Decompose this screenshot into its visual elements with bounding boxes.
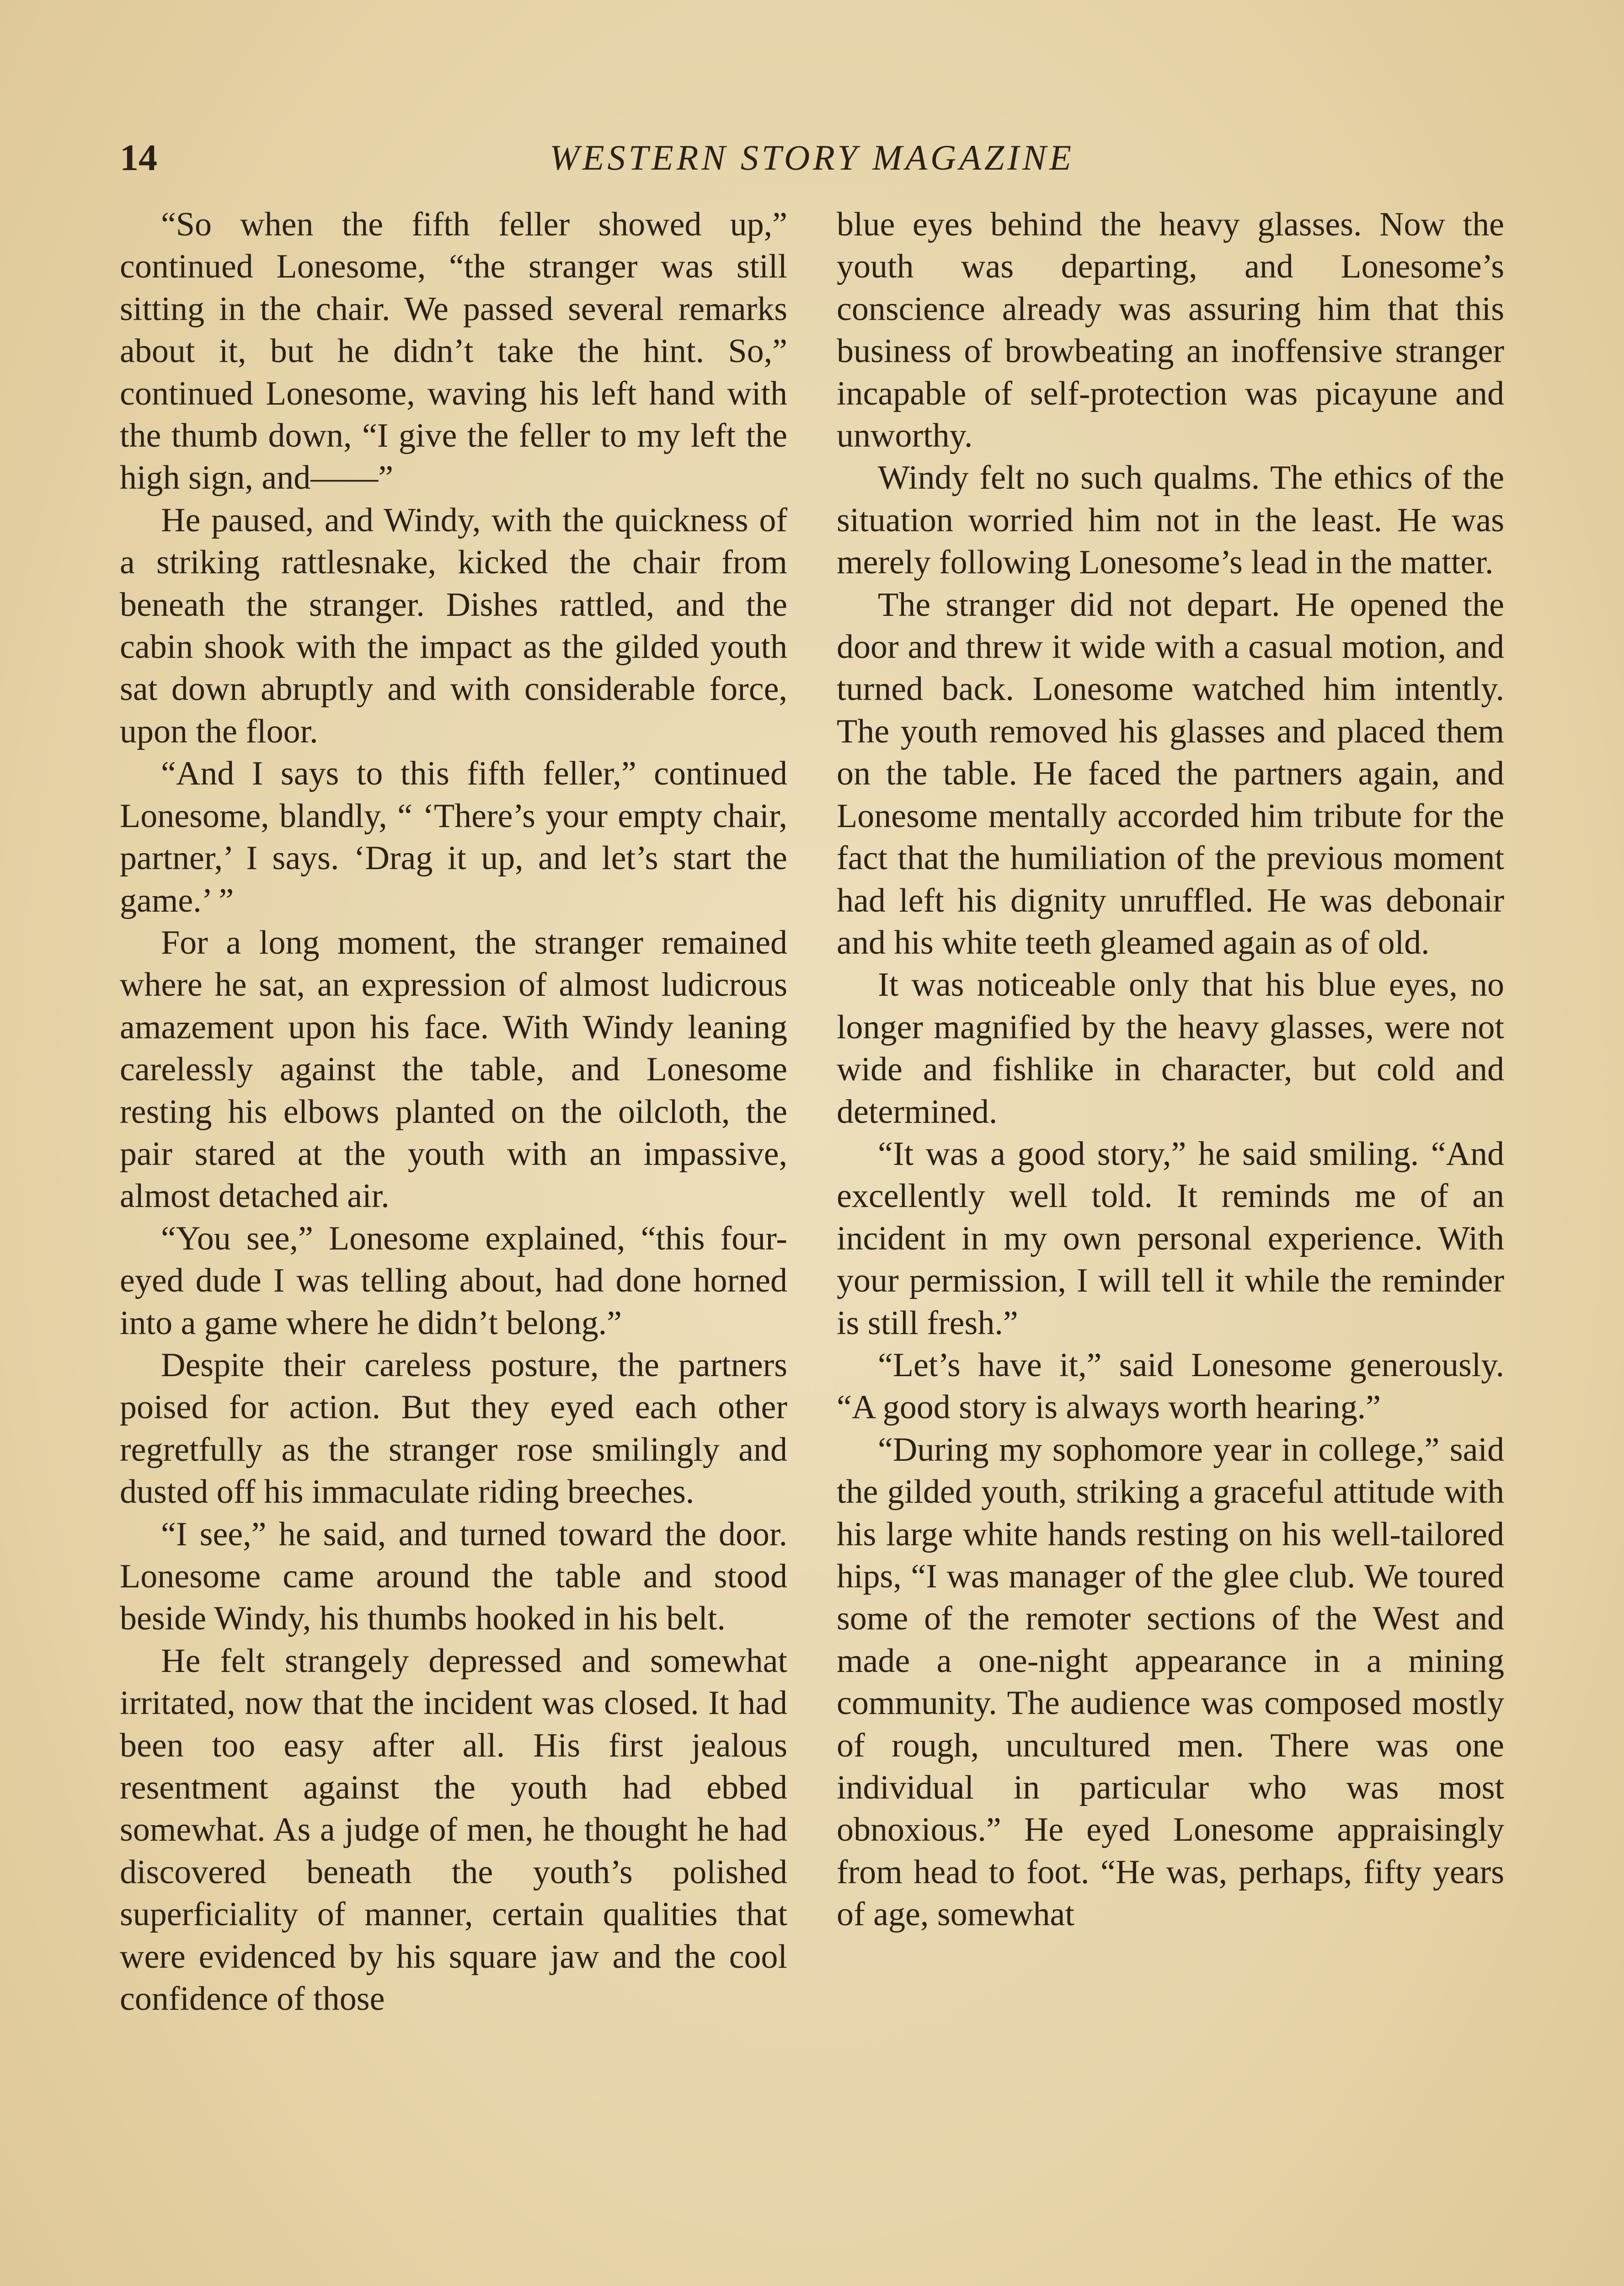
page-header — [120, 123, 1504, 192]
paragraph: He felt strangely depressed and somewhat irritated, now that the incident was closed. It had been too easy after all. His first jealous resentment against the youth had ebbed somewhat. As a judge of men, he thought he had discovered beneath the youth’s polished superficiality of manner, certain qualities that were evidenced by his square jaw and the cool confidence of those — [120, 1642, 787, 2018]
paragraph: Despite their careless posture, the partners poised for action. But they eyed each other regretfully as the stranger rose smilingly and dusted off his immaculate riding breeches. — [120, 1346, 787, 1511]
page-number: 14 — [120, 137, 157, 178]
paragraph: “And I says to this fifth feller,” continued Lonesome, blandly, “ ‘There’s your empty chair, partner,’ I says. ‘Drag it up, and let’s start the game.’ ” — [120, 755, 787, 919]
paragraph: “So when the fifth feller showed up,” continued Lonesome, “the stranger was still sitting in the chair. We passed several remarks about it, but he didn’t take the hint. So,” continued Lonesome, waving his left hand with the thumb down, “I give the feller to my left the high sign, and——” — [120, 206, 787, 497]
paragraph: It was noticeable only that his blue eyes, no longer magnified by the heavy glasses, were not wide and fishlike in character, but cold and determined. — [837, 966, 1504, 1131]
paragraph: “During my sophomore year in college,” said the gilded youth, striking a graceful attitude with his large white hands resting on his well-tailored hips, “I was manager of the glee club. We toured some of the remoter sections of the West and made a one-night appearance in a mining community. The audience was composed mostly of rough, uncultured men. There was one individual in particular who was most obnoxious.” He eyed Lonesome appraisingly from head to foot. “He was, perhaps, fifty years of age, somewhat — [837, 1431, 1504, 1933]
text-columns — [120, 203, 1504, 2286]
paragraph: “I see,” he said, and turned toward the door. Lonesome came around the table and stood beside Windy, his thumbs hooked in his belt. — [120, 1515, 787, 1638]
paragraph: “It was a good story,” he said smiling. “And excellently well told. It reminds me of an incident in my own personal experience. With your permission, I will tell it while the reminder is still fresh.” — [837, 1135, 1504, 1342]
right-column — [837, 203, 1504, 2286]
paragraph: Windy felt no such qualms. The ethics of the situation worried him not in the least. He was merely following Lonesome’s lead in the matter. — [837, 459, 1504, 582]
running-title: WESTERN STORY MAGAZINE — [550, 138, 1074, 177]
paragraph: “You see,” Lonesome explained, “this four-eyed dude I was telling about, had done horned into a game where he didn’t belong.” — [120, 1219, 787, 1342]
paragraph: For a long moment, the stranger remained where he sat, an expression of almost ludicrous amazement upon his face. With Windy leaning carelessly against the table, and Lonesome resting his elbows planted on the oilcloth, the pair stared at the youth with an impassive, almost detached air. — [120, 924, 787, 1215]
left-column — [120, 203, 787, 2286]
paragraph: He paused, and Windy, with the quickness of a striking rattlesnake, kicked the chair from beneath the stranger. Dishes rattled, and the cabin shook with the impact as the gilded youth sat down abruptly and with considerable force, upon the floor. — [120, 501, 787, 750]
paragraph: “Let’s have it,” said Lonesome generously. “A good story is always worth hearing.” — [837, 1346, 1504, 1426]
paragraph-continuation: blue eyes behind the heavy glasses. Now the youth was departing, and Lonesome’s conscience already was assuring him that this business of browbeating an inoffensive stranger incapable of self-protection was picayune and unworthy. — [837, 206, 1504, 455]
paragraph: The stranger did not depart. He opened the door and threw it wide with a casual motion, and turned back. Lonesome watched him intently. The youth removed his glasses and placed them on the table. He faced the partners again, and Lonesome mentally accorded him tribute for the fact that the humiliation of the previous moment had left his dignity unruffled. He was debonair and his white teeth gleamed again as of old. — [837, 586, 1504, 961]
